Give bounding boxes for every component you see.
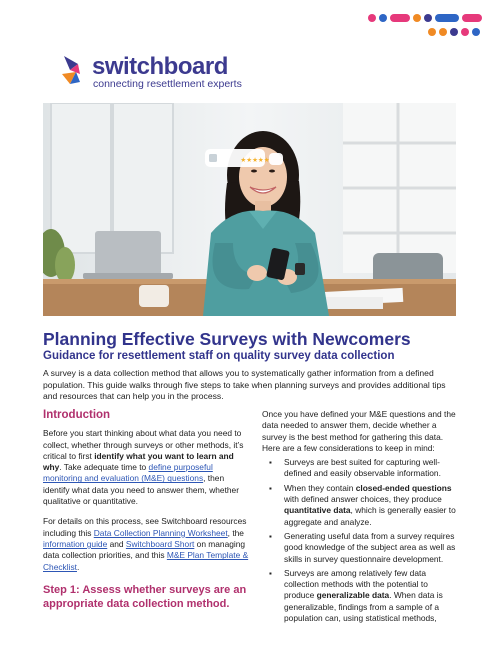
considerations-intro: Once you have defined your M&E questions and the data needed to answer them, decide whether a survey is the best method for gathering this data. Here are a few considerations to keep in mind: — [262, 409, 456, 453]
bold-text: quantitative data — [284, 505, 351, 516]
list-item — [262, 568, 458, 624]
page-title: Planning Effective Surveys with Newcomers — [43, 329, 411, 349]
switchboard-logo-mark-icon — [56, 54, 86, 90]
me-questions-link[interactable]: define purposeful monitoring and evaluation (M&E) questions — [43, 462, 213, 484]
text-run: When they contain — [284, 482, 356, 493]
dot — [472, 28, 480, 36]
dot — [424, 14, 432, 22]
list-item — [262, 483, 458, 528]
dot — [462, 14, 482, 22]
text-run: . — [76, 561, 80, 572]
text-run: For details on this process, see Switchboard resources including this — [43, 516, 247, 538]
rating-stars: ★★★★★ — [240, 156, 270, 164]
decorative-dot-strip — [368, 12, 486, 42]
text-run: and — [107, 538, 126, 549]
page-subtitle: Guidance for resettlement staff on quality survey data collection — [43, 350, 395, 362]
text-run: . When data is generalizable, findings from a sample of a population can, using statistical methods, — [284, 590, 443, 624]
text-run: with defined answer choices, they produce — [284, 494, 442, 505]
switchboard-short-link[interactable]: Switchboard Short — [125, 538, 195, 549]
text-run: , then identify what data you need to answer them, whether qualitative or quantitative. — [43, 473, 239, 507]
dot — [368, 14, 376, 22]
text-run: on managing data collection priorities, and this — [43, 538, 246, 561]
worksheet-link[interactable]: Data Collection Planning Worksheet — [93, 527, 228, 538]
text-run: Surveys are among relatively few data collection methods with the potential to produce — [284, 567, 428, 601]
brand-name: switchboard — [92, 53, 228, 80]
text-run: . Take adequate time to — [59, 462, 149, 473]
considerations-list — [262, 457, 458, 624]
list-item: ▪ Surveys are best suited for capturing well-defined and easily observable information. — [262, 457, 458, 480]
text-run: , the — [227, 527, 244, 538]
text-run: , which is generally easier to aggregate and analyze. — [284, 505, 456, 527]
introduction-heading: Introduction — [43, 409, 111, 421]
bold-text: identify what you want to learn and why — [43, 450, 234, 473]
dot — [379, 14, 387, 22]
information-guide-link[interactable]: information guide — [43, 538, 108, 549]
dot — [413, 14, 421, 22]
list-item: ▪ Generating useful data from a survey requires good knowledge of the subject area as well as skills in survey questionnaire development. — [262, 531, 458, 565]
dot — [439, 28, 447, 36]
dot — [390, 14, 410, 22]
dot — [450, 28, 458, 36]
dot — [428, 28, 436, 36]
dot — [461, 28, 469, 36]
right-column — [262, 409, 458, 627]
me-plan-template-link[interactable]: M&E Plan Template & Checklist — [43, 550, 249, 572]
step-1-heading: Step 1: Assess whether surveys are an appropriate data collection method. — [43, 583, 247, 610]
dot — [435, 14, 459, 22]
intro-paragraph: A survey is a data collection method that allows you to systematically gather information from a defined population. This guide walks through five steps to take when planning surveys and provides additional tips and resources that can help you in the process. — [43, 368, 446, 402]
introduction-paragraph-1 — [43, 428, 249, 507]
introduction-paragraph-2 — [43, 516, 249, 572]
hero-photo — [43, 103, 456, 316]
bold-text: generalizable data — [316, 590, 390, 601]
bold-text: closed-ended questions — [355, 482, 452, 493]
text-run: Before you start thinking about what data you need to collect, whether through surveys or other methods, it’s critical to first — [43, 428, 244, 461]
woman-with-phone-illustration — [43, 103, 456, 316]
switchboard-logo — [56, 52, 242, 92]
brand-tagline: connecting resettlement experts — [93, 78, 242, 90]
left-column — [43, 410, 249, 611]
